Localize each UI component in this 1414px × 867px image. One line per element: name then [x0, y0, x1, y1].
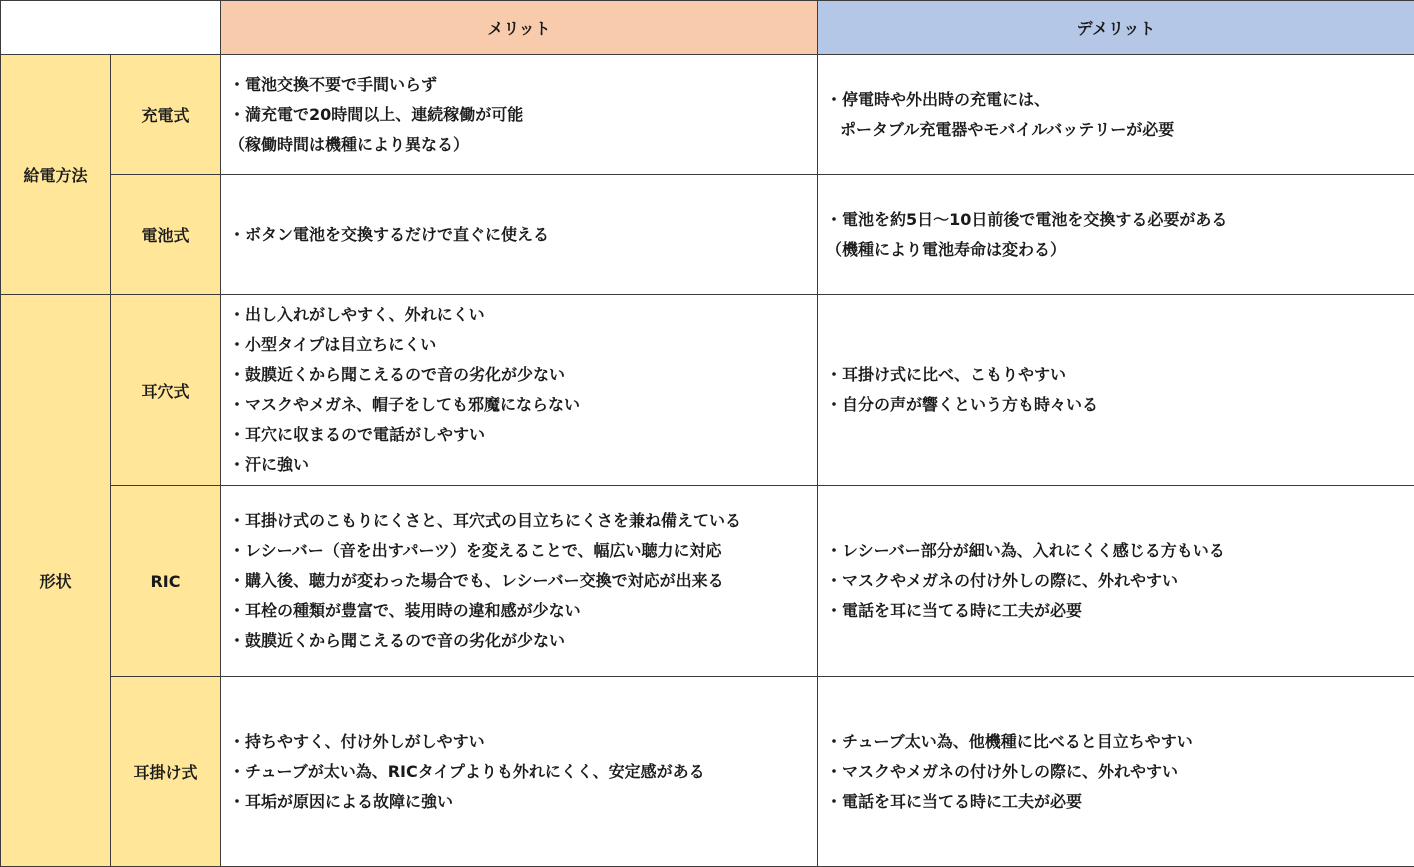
merit-line: （稼働時間は機種により異なる） — [229, 134, 470, 154]
sublabel-itc: 耳穴式 — [111, 295, 221, 486]
merit-line: ・出し入れがしやすく、外れにくい — [229, 305, 485, 324]
demerit-rechargeable — [818, 55, 1414, 175]
merit-line: ・購入後、聴力が変わった場合でも、レシーバー交換で対応が出来る — [229, 571, 724, 590]
header-blank-cell — [1, 1, 221, 55]
demerit-line: ・マスクやメガネの付け外しの際に、外れやすい — [826, 571, 1179, 590]
category-shape: 形状 — [1, 295, 111, 867]
merit-line: ・小型タイプは目立ちにくい — [229, 335, 437, 354]
category-power: 給電方法 — [1, 55, 111, 295]
sublabel-battery: 電池式 — [111, 175, 221, 295]
merit-bte — [221, 677, 818, 867]
merit-line: ・鼓膜近くから聞こえるので音の劣化が少ない — [229, 365, 566, 384]
demerit-battery — [818, 175, 1414, 295]
row-battery — [1, 175, 1414, 295]
merit-line: ・耳栓の種類が豊富で、装用時の違和感が少ない — [229, 601, 581, 620]
merit-line: ・満充電で20時間以上、連続稼働が可能 — [229, 104, 524, 124]
demerit-line: ・電話を耳に当てる時に工夫が必要 — [826, 601, 1083, 620]
merit-itc — [221, 295, 818, 486]
merit-line: ・耳穴に収まるので電話がしやすい — [229, 425, 486, 444]
sublabel-bte: 耳掛け式 — [111, 677, 221, 867]
demerit-line: ポータブル充電器やモバイルバッテリーが必要 — [840, 119, 1175, 139]
merit-header: メリット — [221, 1, 818, 55]
merit-line: ・持ちやすく、付け外しがしやすい — [229, 731, 485, 751]
demerit-line: ・自分の声が響くという方も時々いる — [826, 395, 1099, 414]
header-row — [1, 1, 1414, 55]
demerit-line: ・電池を約5日〜10日前後で電池を交換する必要がある — [826, 209, 1228, 229]
demerit-line: ・電話を耳に当てる時に工夫が必要 — [826, 791, 1083, 811]
demerit-line: （機種により電池寿命は変わる） — [826, 239, 1067, 259]
merit-line: ・チューブが太い為、RICタイプよりも外れにくく、安定感がある — [229, 761, 705, 781]
demerit-line: ・耳掛け式に比べ、こもりやすい — [826, 365, 1067, 384]
merit-line: ・汗に強い — [229, 455, 310, 474]
demerit-header: デメリット — [818, 1, 1414, 55]
row-itc — [1, 295, 1414, 486]
demerit-ric — [818, 486, 1414, 677]
demerit-line: ・停電時や外出時の充電には、 — [826, 89, 1051, 109]
demerit-itc — [818, 295, 1414, 486]
merit-line: ・ボタン電池を交換するだけで直ぐに使える — [229, 224, 550, 244]
merit-line: ・マスクやメガネ、帽子をしても邪魔にならない — [229, 395, 581, 414]
demerit-line: ・マスクやメガネの付け外しの際に、外れやすい — [826, 761, 1179, 781]
demerit-bte — [818, 677, 1414, 867]
merit-line: ・レシーバー（音を出すパーツ）を変えることで、幅広い聴力に対応 — [229, 541, 722, 560]
merit-line: ・耳掛け式のこもりにくさと、耳穴式の目立ちにくさを兼ね備えている — [229, 511, 742, 530]
sublabel-ric: RIC — [111, 486, 221, 677]
merit-rechargeable — [221, 55, 818, 175]
merit-battery — [221, 175, 818, 295]
row-bte — [1, 677, 1414, 867]
merit-line: ・鼓膜近くから聞こえるので音の劣化が少ない — [229, 631, 566, 650]
row-rechargeable — [1, 55, 1414, 175]
sublabel-rechargeable: 充電式 — [111, 55, 221, 175]
row-ric — [1, 486, 1414, 677]
demerit-line: ・チューブ太い為、他機種に比べると目立ちやすい — [826, 731, 1193, 751]
merit-line: ・電池交換不要で手間いらず — [229, 74, 438, 94]
merit-line: ・耳垢が原因による故障に強い — [229, 791, 454, 811]
merit-ric — [221, 486, 818, 677]
demerit-line: ・レシーバー部分が細い為、入れにくく感じる方もいる — [826, 541, 1225, 560]
